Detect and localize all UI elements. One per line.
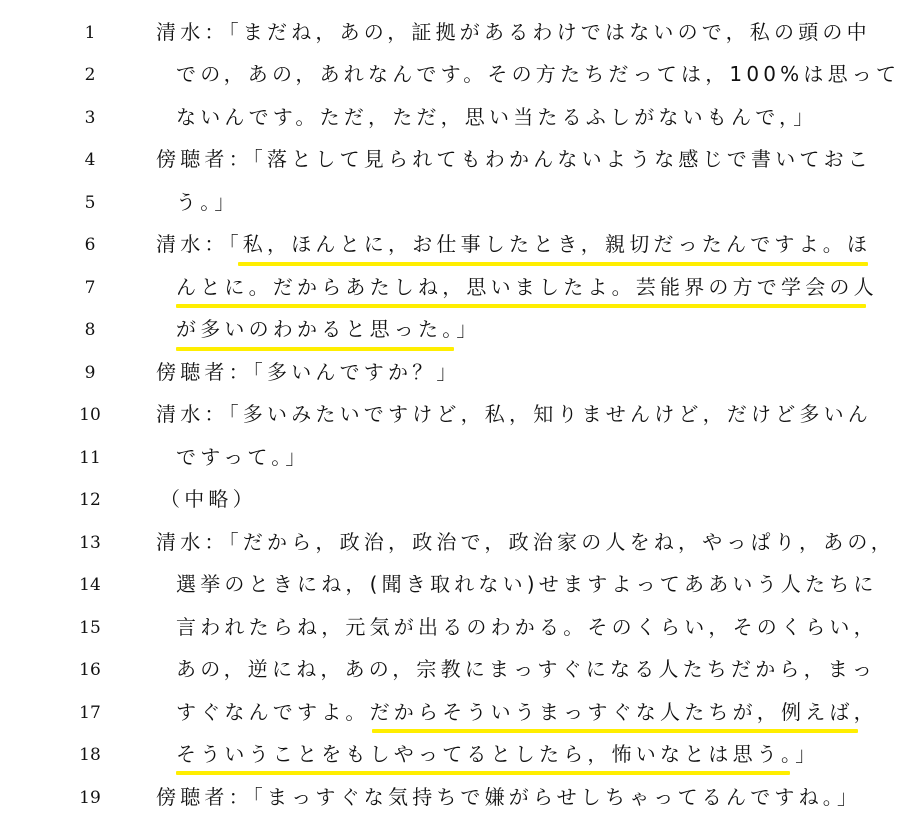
line-text: 選挙のときにね，(聞き取れない)せますよってああいう人たちに <box>176 572 878 596</box>
transcript-line <box>0 734 922 776</box>
line-text: 言われたらね，元気が出るのわかる。そのくらい，そのくらい， <box>176 615 878 639</box>
line-number: 1 <box>84 23 96 43</box>
line-text: あの，逆にね，あの，宗教にまっすぐになる人たちだから，まっ <box>176 657 877 681</box>
transcript-line <box>0 522 922 564</box>
line-number: 9 <box>84 363 96 383</box>
line-text: 清水：「多いみたいですけど，私，知りませんけど，だけど多いん <box>156 402 872 426</box>
line-number: 4 <box>84 150 96 170</box>
line-text: う。」 <box>176 190 239 214</box>
transcript-line <box>0 182 922 224</box>
transcript-line <box>0 777 922 819</box>
line-number: 3 <box>84 108 96 128</box>
line-text: 清水：「だから，政治，政治で，政治家の人をね，やっぱり，あの， <box>156 530 895 554</box>
transcript-line <box>0 139 922 181</box>
transcript-line <box>0 692 922 734</box>
line-text: 傍聴者：「落として見られてもわかんないような感じで書いておこ <box>156 147 872 171</box>
line-number: 13 <box>79 533 101 553</box>
line-text: すぐなんですよ。だからそういうまっすぐな人たちが，例えば， <box>176 700 878 724</box>
line-text: が多いのわかると思った。」 <box>176 317 481 341</box>
line-number: 7 <box>84 278 96 298</box>
line-text: 傍聴者：「まっすぐな気持ちで嫌がらせしちゃってるんですね。」 <box>156 785 862 809</box>
highlight-underline <box>176 304 866 308</box>
line-text: んとに。だからあたしね，思いましたよ。芸能界の方で学会の人 <box>176 275 878 299</box>
highlight-underline <box>176 771 790 775</box>
line-number: 10 <box>79 405 101 425</box>
line-text: 清水：「まだね，あの，証拠があるわけではないので，私の頭の中 <box>156 20 871 44</box>
transcript-line <box>0 607 922 649</box>
transcript-line <box>0 564 922 606</box>
transcript-line <box>0 649 922 691</box>
line-number: 17 <box>79 703 101 723</box>
transcript-line <box>0 267 922 309</box>
transcript-line <box>0 12 922 54</box>
line-number: 8 <box>84 320 96 340</box>
line-number: 16 <box>79 660 101 680</box>
transcript-line <box>0 479 922 521</box>
line-text: ないんです。ただ，ただ，思い当たるふしがないもんで，」 <box>176 105 818 129</box>
line-text: 傍聴者：「多いんですか？」 <box>156 360 461 384</box>
transcript-line <box>0 394 922 436</box>
line-number: 14 <box>79 575 101 595</box>
highlight-underline <box>372 729 858 733</box>
line-number: 6 <box>84 235 96 255</box>
transcript-line <box>0 437 922 479</box>
transcript-line <box>0 309 922 351</box>
line-number: 2 <box>84 65 96 85</box>
line-text: そういうことをもしやってるとしたら，怖いなとは思う。」 <box>176 742 820 766</box>
transcript-line <box>0 352 922 394</box>
highlight-underline <box>176 347 454 351</box>
line-number: 19 <box>79 788 101 808</box>
line-text: 清水：「私，ほんとに，お仕事したとき，親切だったんですよ。ほ <box>156 232 872 256</box>
transcript-line <box>0 224 922 266</box>
line-number: 5 <box>84 193 96 213</box>
line-text: （中略） <box>160 487 257 511</box>
transcript-line <box>0 97 922 139</box>
line-number: 12 <box>79 490 101 510</box>
line-number: 15 <box>79 618 101 638</box>
line-number: 11 <box>79 448 101 468</box>
line-number: 18 <box>79 745 101 765</box>
transcript-line <box>0 54 922 96</box>
line-text: での，あの，あれなんです。その方たちだっては，100%は思って <box>176 62 901 86</box>
highlight-underline <box>238 262 868 266</box>
line-text: ですって。」 <box>176 445 310 469</box>
